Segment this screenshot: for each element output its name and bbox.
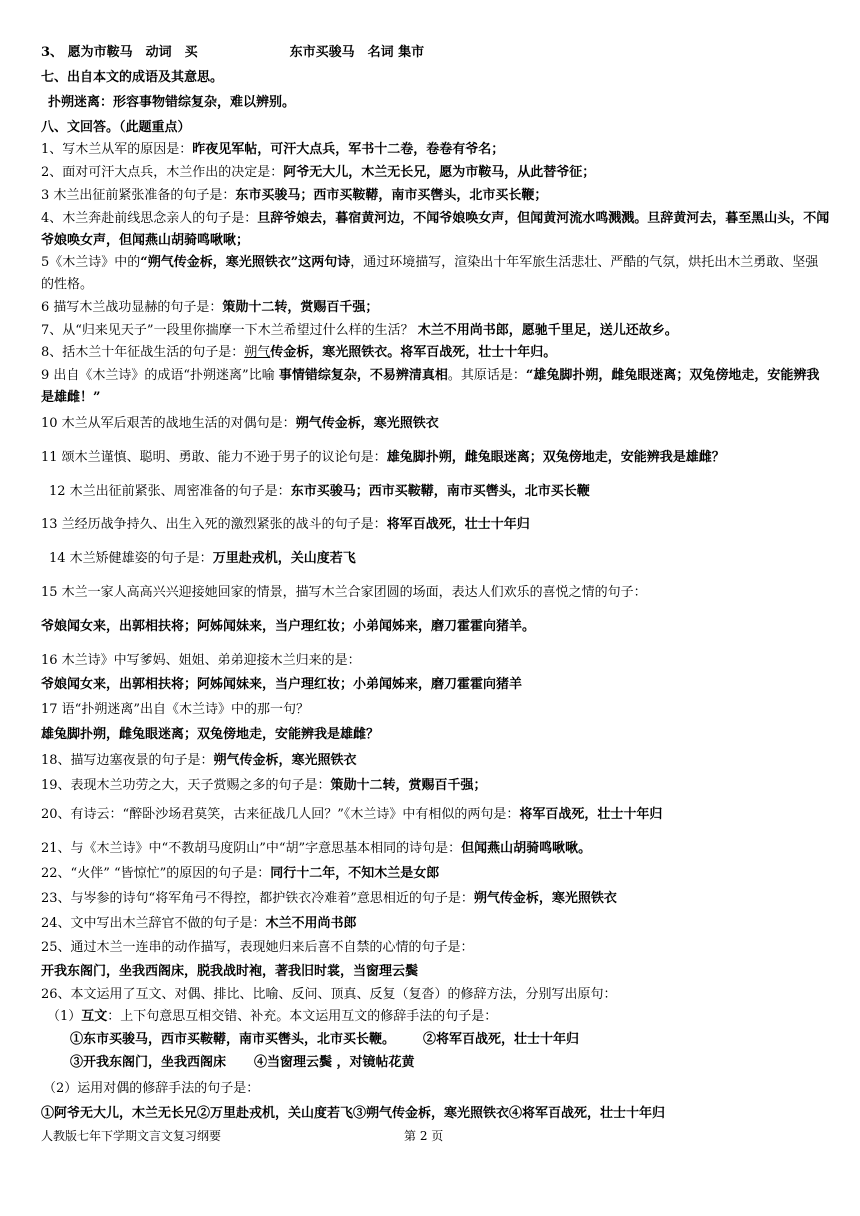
question-14: 14 木兰矫健雄姿的句子是：万里赴戎机，关山度若飞 — [49, 551, 356, 566]
question-26: 26、本文运用了互文、对偶、排比、比喻、反问、顶真、反复（复沓）的修辞方法，分别写出原句： — [41, 987, 617, 1002]
question-6: 6 描写木兰战功显赫的句子是：策勋十二转，赏赐百千强； — [41, 300, 379, 315]
question-24: 24、文中写出木兰辞官不做的句子是：木兰不用尚书郎 — [41, 916, 357, 931]
rhetoric-duiou-examples: ①阿爷无大儿，木兰无长兄②万里赴戎机，关山度若飞③朔气传金柝，寒光照铁衣④将军百战死，壮士十年归 — [41, 1106, 666, 1121]
question-12: 12 木兰出征前紧张、周密准备的句子是：东市买骏马；西市买鞍鞯，南市买辔头，北市买长鞭 — [49, 484, 590, 499]
idiom-definition: 扑朔迷离：形容事物错综复杂，难以辨别。 — [48, 95, 296, 110]
section-seven-heading: 七、出自本文的成语及其意思。 — [41, 70, 224, 85]
question-4: 4、木兰奔赴前线思念亲人的句子是：旦辞爷娘去，暮宿黄河边，不闻爷娘唤女声，但闻黄河流水鸣溅溅。旦辞黄河去，暮至黑山头，不闻爷娘唤女声，但闻燕山胡骑鸣啾啾； — [41, 211, 830, 248]
question-9: 9 出自《木兰诗》的成语“扑朔迷离”比喻 事情错综复杂，不易辨清真相。其原话是：“雄兔脚扑朔，雌兔眼迷离；双兔傍地走，安能辨我是雄雌！” — [41, 368, 820, 405]
section-eight-heading: 八、文回答。（此题重点） — [41, 120, 191, 135]
question-15: 15 木兰一家人高高兴兴迎接她回家的情景，描写木兰合家团圆的场面，表达人们欢乐的喜悦之情的句子： — [41, 585, 647, 600]
question-1: 1、写木兰从军的原因是：昨夜见军帖，可汗大点兵，军书十二卷，卷卷有爷名； — [41, 142, 505, 157]
question-21: 21、与《木兰诗》中“不教胡马度阴山”中“胡”字意思基本相同的诗句是：但闻燕山胡骑鸣啾啾。 — [41, 841, 592, 856]
question-13: 13 兰经历战争持久、出生入死的激烈紧张的战斗的句子是：将军百战死，壮士十年归 — [41, 517, 530, 532]
footer-title: 人教版七年下学期文言文复习纲要 — [41, 1129, 222, 1143]
answer-16: 爷娘闻女来，出郭相扶将；阿姊闻妹来，当户理红妆；小弟闻姊来，磨刀霍霍向猪羊 — [41, 677, 523, 692]
question-18: 18、描写边塞夜景的句子是：朔气传金柝，寒光照铁衣 — [41, 753, 357, 768]
page-number: 第 2 页 — [404, 1129, 444, 1143]
question-20: 20、有诗云：“醉卧沙场君莫笑，古来征战几人回？”《木兰诗》中有相似的两句是：将军百战死，壮士十年归 — [41, 807, 663, 822]
rhetoric-huwen-examples-1: ①东市买骏马，西市买鞍鞯，南市买辔头，北市买长鞭。 ②将军百战死，壮士十年归 — [70, 1032, 580, 1047]
question-22: 22、“火伴” “皆惊忙”的原因的句子是：同行十二年，不知木兰是女郎 — [41, 866, 440, 881]
question-19: 19、表现木兰功劳之大，天子赏赐之多的句子是：策勋十二转，赏赐百千强； — [41, 778, 487, 793]
question-3: 3 木兰出征前紧张准备的句子是：东市买骏马；西市买鞍鞯，南市买辔头，北市买长鞭； — [41, 188, 548, 203]
line-vocab-3: 3、 愿为市鞍马 动词 买 东市买骏马 名词 集市 — [41, 45, 425, 60]
question-2: 2、面对可汗大点兵，木兰作出的决定是：阿爷无大儿，木兰无长兄，愿为市鞍马，从此替爷征； — [41, 165, 596, 180]
answer-17: 雄兔脚扑朔，雌兔眼迷离；双兔傍地走，安能辨我是雄雌？ — [41, 727, 380, 742]
question-10: 10 木兰从军后艰苦的战地生活的对偶句是：朔气传金柝，寒光照铁衣 — [41, 416, 439, 431]
rhetoric-huwen-heading: （1）互文：上下句意思互相交错、补充。本文运用互文的修辞手法的句子是： — [47, 1009, 498, 1024]
rhetoric-duiou-heading: （2）运用对偶的修辞手法的句子是： — [43, 1081, 260, 1096]
question-7: 7、从“归来见天子”一段里你揣摩一下木兰希望过什么样的生活？ 木兰不用尚书郎，愿驰千里足，送儿还故乡。 — [41, 323, 678, 338]
rhetoric-huwen-examples-2: ③开我东阁门，坐我西阁床 ④当窗理云鬓 ，对镜帖花黄 — [70, 1055, 415, 1070]
question-11: 11 颂木兰谨慎、聪明、勇敢、能力不逊于男子的议论句是：雄兔脚扑朔，雌兔眼迷离；双兔傍地走，安能辨我是雄雌？ — [41, 450, 725, 465]
question-5: 5《木兰诗》中的“朔气传金柝，寒光照铁衣”这两句诗，通过环境描写，渲染出十年军旅生活悲壮、严酷的气氛，烘托出木兰勇敢、坚强的性格。 — [41, 255, 819, 292]
answer-15: 爷娘闻女来，出郭相扶将；阿姊闻妹来，当户理红妆；小弟闻姊来，磨刀霍霍向猪羊。 — [41, 619, 536, 634]
question-16: 16 木兰诗》中写爹妈、姐姐、弟弟迎接木兰归来的是： — [41, 653, 361, 668]
question-23: 23、与岑参的诗句“将军角弓不得控，都护铁衣冷难着”意思相近的句子是：朔气传金柝，寒光照铁衣 — [41, 891, 617, 906]
answer-25: 开我东阁门，坐我西阁床，脱我战时袍，著我旧时裳，当窗理云鬓 — [41, 964, 419, 979]
question-8: 8、括木兰十年征战生活的句子是：朔气传金柝，寒光照铁衣。将军百战死，壮士十年归。 — [41, 345, 557, 360]
question-17: 17 语“扑朔迷离”出自《木兰诗》中的那一句？ — [41, 702, 309, 717]
question-25: 25、通过木兰一连串的动作描写，表现她归来后喜不自禁的心情的句子是： — [41, 940, 474, 955]
